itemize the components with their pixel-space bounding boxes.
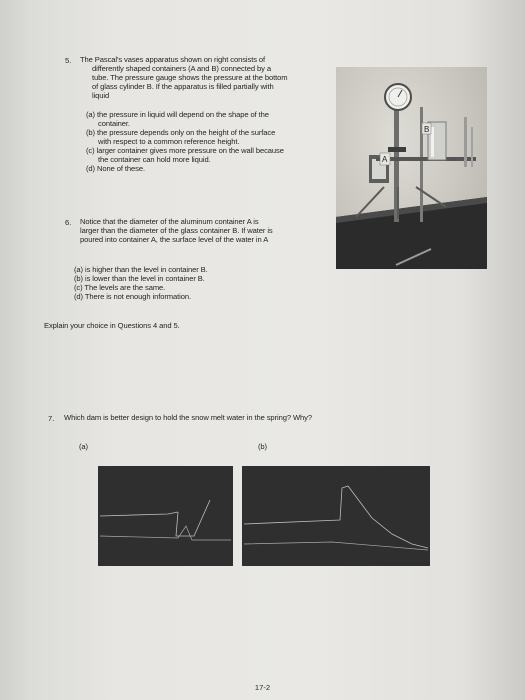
q5-option-b-cont: with respect to a common reference height.	[98, 137, 240, 146]
apparatus-drawing	[336, 67, 487, 269]
q6-option-a: (a) is higher than the level in container B.	[74, 265, 208, 274]
q5-option-a: (a) the pressure in liquid will depend on the shape of the	[86, 110, 269, 119]
q5-option-c-cont: the container can hold more liquid.	[98, 155, 211, 164]
dam-a-diagram	[98, 466, 233, 566]
photo-label-b: B	[424, 125, 430, 134]
q6-option-d: (d) There is not enough information.	[74, 292, 191, 301]
page-number: 17-2	[254, 683, 271, 692]
q7-text: Which dam is better design to hold the snow melt water in the spring? Why?	[64, 413, 312, 422]
q6-line-2: larger than the diameter of the glass container B. If water is	[80, 226, 273, 235]
q6-line-1: Notice that the diameter of the aluminum container A is	[80, 217, 259, 226]
q6-option-c: (c) The levels are the same.	[74, 283, 166, 292]
q5-option-c: (c) larger container gives more pressure on the wall because	[86, 146, 284, 155]
explain-prompt: Explain your choice in Questions 4 and 5.	[44, 321, 180, 330]
pascal-apparatus-photo	[336, 67, 487, 269]
q6-option-b: (b) is lower than the level in container B.	[74, 274, 205, 283]
q7-label-b: (b)	[258, 442, 267, 451]
q6-line-3: poured into container A, the surface level of the water in A	[80, 235, 269, 244]
q5-option-d: (d) None of these.	[86, 164, 145, 173]
q5-number: 5.	[65, 56, 72, 65]
dam-b-drawing	[242, 466, 430, 566]
q5-line-4: of glass cylinder B. If the apparatus is filled partially with	[92, 82, 274, 91]
q5-line-3: tube. The pressure gauge shows the pressure at the bottom	[92, 73, 288, 82]
q7-label-a: (a)	[79, 442, 88, 451]
q7-number: 7.	[48, 414, 55, 423]
q5-option-b: (b) the pressure depends only on the height of the surface	[86, 128, 276, 137]
q5-line-1: The Pascal's vases apparatus shown on right consists of	[80, 55, 266, 64]
q5-option-a-cont: container.	[98, 119, 130, 128]
q6-number: 6.	[65, 218, 72, 227]
dam-b-diagram	[242, 466, 430, 566]
q5-line-5: liquid	[92, 91, 110, 100]
q5-line-2: differently shaped containers (A and B) connected by a	[92, 64, 271, 73]
photo-label-a: A	[382, 155, 388, 164]
dam-a-drawing	[98, 466, 233, 566]
